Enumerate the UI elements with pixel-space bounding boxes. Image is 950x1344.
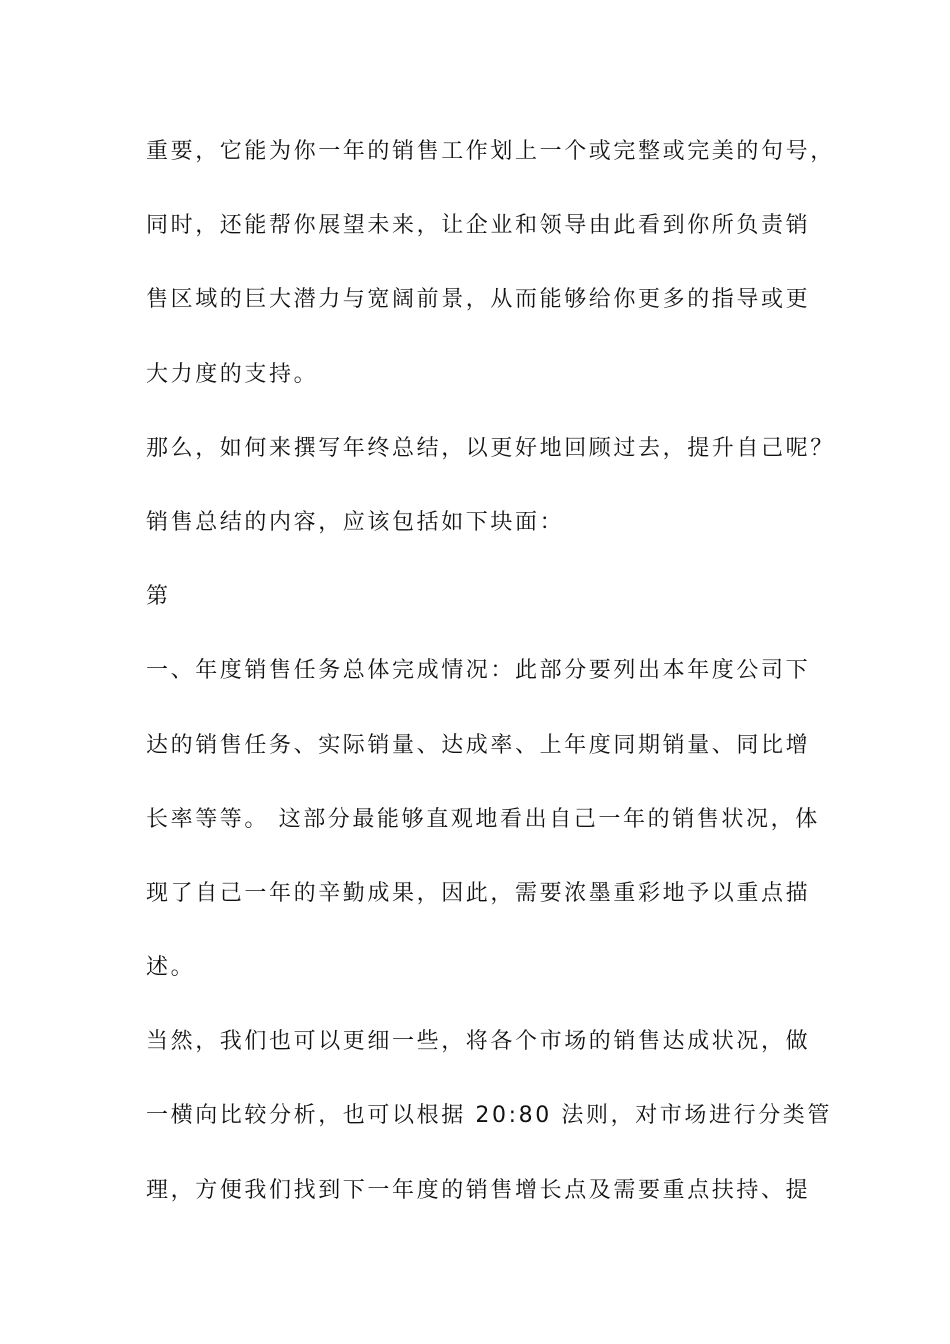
text-line: 第 <box>146 584 171 610</box>
body-text <box>146 128 835 1241</box>
text-line: 同时，还能帮你展望未来，让企业和领导由此看到你所负责销 <box>146 213 811 239</box>
text-line: 一横向比较分析，也可以根据 20:80 法则，对市场进行分类管 <box>146 1103 832 1129</box>
text-line: 销售总结的内容，应该包括如下块面： <box>146 509 565 535</box>
text-line: 达的销售任务、实际销量、达成率、上年度同期销量、同比增 <box>146 732 811 758</box>
text-line: 一、年度销售任务总体完成情况：此部分要列出本年度公司下 <box>146 658 811 684</box>
text-line: 售区域的巨大潜力与宽阔前景，从而能够给你更多的指导或更 <box>146 287 811 313</box>
text-line: 当然，我们也可以更细一些，将各个市场的销售达成状况，做 <box>146 1029 811 1055</box>
text-line: 长率等等。 这部分最能够直观地看出自己一年的销售状况，体 <box>146 806 820 832</box>
text-line: 现了自己一年的辛勤成果，因此，需要浓墨重彩地予以重点描 <box>146 880 811 906</box>
text-line: 大力度的支持。 <box>146 361 319 387</box>
text-line: 理，方便我们找到下一年度的销售增长点及需要重点扶持、提 <box>146 1177 811 1203</box>
text-line: 述。 <box>146 955 196 981</box>
text-line: 重要，它能为你一年的销售工作划上一个或完整或完美的句号， <box>146 139 835 164</box>
text-line: 那么，如何来撰写年终总结，以更好地回顾过去，提升自己呢？ <box>146 435 835 461</box>
